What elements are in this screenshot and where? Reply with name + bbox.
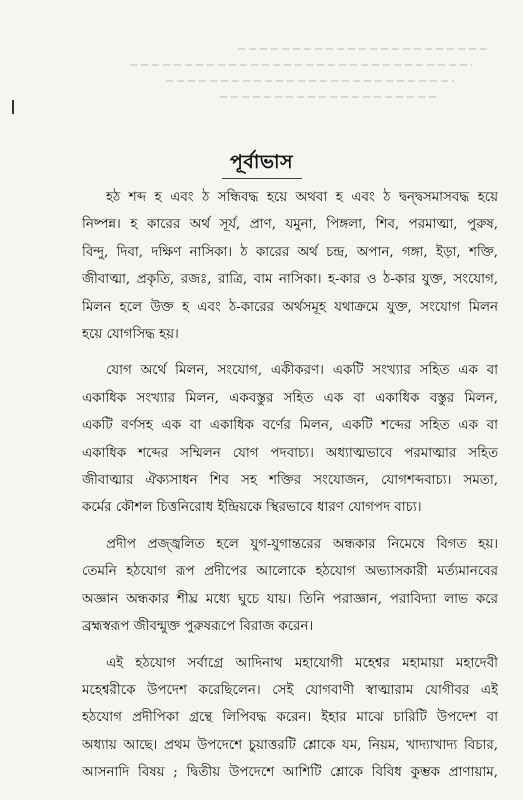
text-line: এই হঠযোগ সর্বাগ্রে আদিনাথ মহাযোগী মহেশ্বর মহামায়া মহাদেবী [106, 655, 498, 671]
text-line: হঠযোগ প্রদীপিকা গ্রন্থে লিপিবদ্ধ করেন। ইহার মাঝে চারিটি উপদেশ বা [82, 710, 498, 726]
text-line: কর্মের কৌশল চিত্তনিরোধ ইন্দ্রিয়কে স্থিরভাবে ধারণ যোগপদ বাচ্য। [82, 500, 422, 516]
text-line: প্রদীপ প্রজ্জ্বলিত হলে যুগ-যুগান্তরের অন্ধকার নিমেষে বিগত হয়। [106, 536, 498, 552]
text-line: যোগ অর্থে মিলন, সংযোগ, একীকরণ। একটি সংখ্যার সহিত এক বা [106, 363, 498, 379]
body-text [82, 184, 498, 796]
text-line: নিষ্পন্ন। হ কারের অর্থ সূর্য, প্রাণ, যমুনা, পিঙ্গলা, শিব, পরমাত্মা, পুরুষ, [82, 217, 498, 233]
margin-mark [12, 100, 14, 114]
text-line: জীবাত্মার ঐক্যসাধন শিব সহ শক্তির সংযোজন, যোগশব্দবাচ্য। সমতা, [82, 473, 498, 489]
text-line: হঠ শব্দ হ এবং ঠ সন্ধিবদ্ধ হয়ে অথবা হ এবং ঠ দ্বন্দ্বসমাসবদ্ধ হয়ে [106, 190, 498, 205]
text-line: ব্রহ্মস্বরূপ জীবন্মুক্ত পুরুষরূপে বিরাজ করেন। [82, 619, 314, 635]
text-line: একটি বর্ণসহ এক বা একাধিক বর্ণের মিলন, একটি শব্দের সহিত এক বা [82, 418, 498, 434]
page-title: পূর্বাভাস [229, 151, 294, 173]
text-line: অজ্ঞান অন্ধকার শীঘ্র মধ্যে ঘুচে যায়। তিনি পরাজ্ঞান, পরাবিদ্যা লাভ করে [82, 591, 498, 607]
paragraph [82, 357, 498, 521]
text-line: বিন্দু, দিবা, দক্ষিণ নাসিকা। ঠ কারের অর্থ চন্দ্র, অপান, গঙ্গা, ইড়া, শক্তি, [82, 244, 498, 260]
text-line: একাধিক শব্দের সম্মিলন যোগ পদবাচ্য। অধ্যাত্মভাবে পরমাত্মার সহিত [82, 445, 498, 461]
text-line: মহেশ্বরীকে উপদেশ করেছিলেন। সেই যোগবাণী স্বাত্মারাম যোগীবর এই [82, 682, 498, 698]
text-line: জীবাত্মা, প্রকৃতি, রজঃ, রাত্রি, বাম নাসিকা। হ-কার ও ঠ-কার যুক্ত, সংযোগ, [82, 272, 498, 288]
text-line: তেমনি হঠযোগ রূপ প্রদীপের আলোকে হঠযোগ অভ্যাসকারী মর্ত্যমানবের [82, 564, 498, 580]
show-through-text [130, 48, 490, 118]
text-line: হয়ে যোগসিদ্ধ হয়। [82, 327, 179, 343]
title-underline [222, 178, 302, 179]
paragraph [82, 184, 498, 348]
text-line: একাধিক সংখ্যার মিলন, একবস্তুর সহিত এক বা একাধিক বস্তুর মিলন, [82, 390, 498, 406]
paragraph [82, 531, 498, 641]
paragraph [82, 650, 498, 787]
text-line: অধ্যায় আছে। প্রথম উপদেশে চুয়াত্তরটি শ্লোকে যম, নিয়ম, খাদ্যাখাদ্য বিচার, [82, 737, 498, 753]
text-line: আসনাদি বিষয় ; দ্বিতীয় উপদেশে আশিটি শ্লোকে বিবিধ কুম্ভক প্রাণায়াম, [82, 765, 498, 781]
text-line: মিলন হলে উক্ত হ এবং ঠ-কারের অর্থসমূহ যথাক্রমে যুক্ত, সংযোগ মিলন [82, 299, 498, 315]
